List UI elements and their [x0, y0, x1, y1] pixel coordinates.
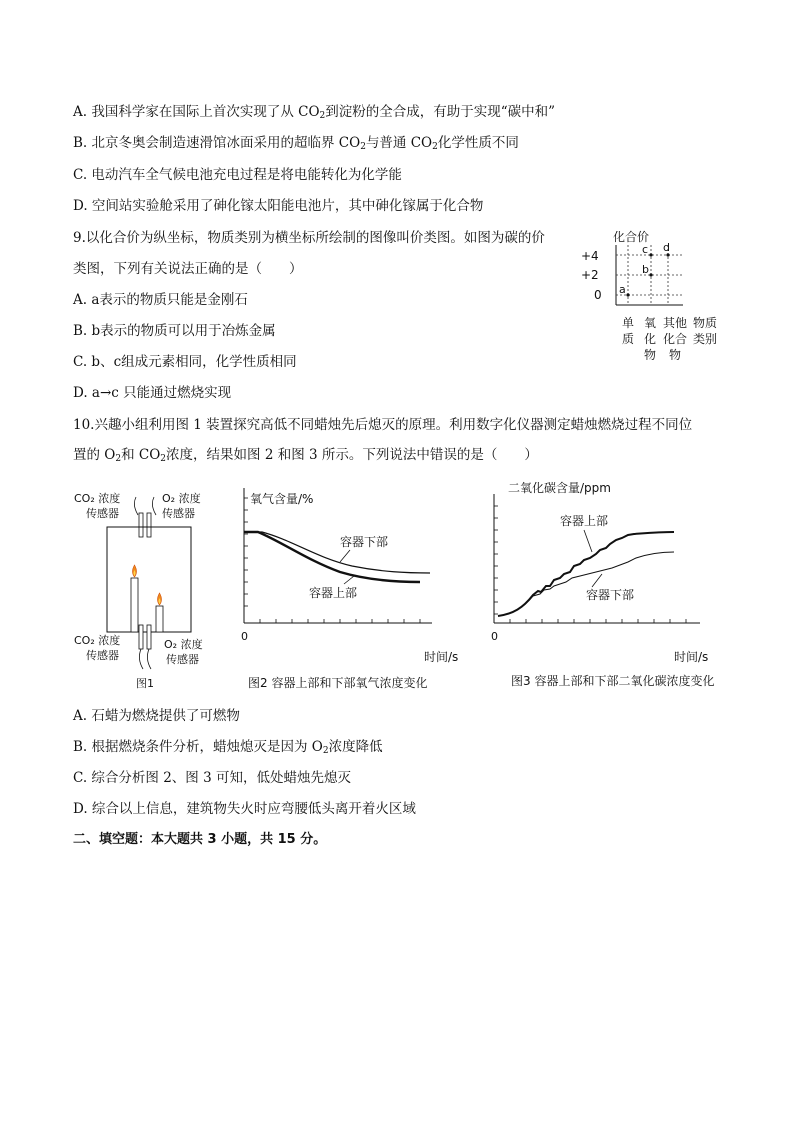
svg-text:传感器: 传感器 [86, 507, 119, 520]
fig3-origin: 0 [491, 630, 498, 643]
q9-x-category-oxide [644, 316, 656, 362]
q8-option-d: D. 空间站实验舱采用了砷化镓太阳能电池片，其中砷化镓属于化合物 [73, 198, 484, 214]
svg-text:c: c [642, 243, 649, 256]
svg-text:类别: 类别 [693, 332, 718, 346]
fig3-label-lower: 容器下部 [586, 588, 635, 602]
q10-fig3-co2-chart [488, 478, 718, 665]
svg-text:氧: 氧 [644, 316, 657, 330]
q9-x-axis-label [693, 315, 717, 346]
fig2-caption: 图2 容器上部和下部氧气浓度变化 [248, 676, 428, 690]
svg-text:传感器: 传感器 [86, 649, 119, 662]
svg-text:物质: 物质 [693, 316, 718, 330]
fig1-bottom-right-o2-sensor: O₂ 浓度 [164, 638, 203, 651]
q10-fig1-apparatus [70, 485, 220, 695]
q10-fig2-oxygen-chart [232, 480, 459, 665]
fig1-top-right-o2-sensor: O₂ 浓度 [162, 492, 201, 505]
q9-stem-line1: 9.以化合价为纵坐标，物质类别为横坐标所绘制的图像叫价类图。如图为碳的价 [73, 230, 545, 246]
q9-option-b: B. b表示的物质可以用于冶炼金属 [73, 323, 276, 339]
q10-option-c: C. 综合分析图 2、图 3 可知，低处蜡烛先熄灭 [73, 770, 351, 786]
q8-option-a: A. 我国科学家在国际上首次实现了从 $CO_2$到淀粉的全合成，有助于实现“碳中和” [73, 104, 556, 121]
fig1-top-left-co2-sensor: CO₂ 浓度 [74, 492, 121, 505]
fig3-label-upper: 容器上部 [560, 514, 609, 528]
svg-text:其他: 其他 [663, 316, 688, 330]
fig2-x-axis-label: 时间/s [424, 650, 459, 664]
q8-option-b: B. 北京冬奥会制造速滑馆冰面采用的超临界 $CO_2$与普通 $CO_2$化学性质不同 [73, 135, 519, 152]
svg-text:物: 物 [669, 348, 682, 362]
svg-text:b: b [642, 263, 649, 276]
q9-x-category-elemental [622, 316, 634, 346]
q9-option-c: C. b、c组成元素相同，化学性质相同 [73, 354, 297, 370]
section-2-heading: 二、填空题：本大题共 3 小题，共 15 分。 [73, 832, 327, 847]
q10-stem-line2: 置的 $O_2$和 $CO_2$浓度，结果如图 2 和图 3 所示。下列说法中错误的是（ ） [73, 447, 538, 464]
svg-text:传感器: 传感器 [162, 507, 195, 520]
svg-text:d: d [663, 241, 670, 254]
q9-option-a: A. a表示的物质只能是金刚石 [73, 292, 248, 308]
fig1-bottom-left-co2-sensor: CO₂ 浓度 [74, 634, 121, 647]
fig3-y-axis-label: 二氧化碳含量/ppm [508, 481, 611, 495]
svg-text:传感器: 传感器 [166, 653, 199, 666]
fig2-origin: 0 [241, 630, 248, 643]
q9-valence-figure [575, 225, 725, 370]
fig3-x-axis-label: 时间/s [674, 650, 709, 664]
fig2-label-lower: 容器下部 [340, 535, 389, 549]
svg-text:化: 化 [644, 332, 657, 346]
fig1-caption: 图1 [136, 677, 154, 690]
q8-option-c: C. 电动汽车全气候电池充电过程是将电能转化为化学能 [73, 167, 402, 183]
fig2-label-upper: 容器上部 [309, 586, 358, 600]
q10-stem-line1: 10.兴趣小组利用图 1 装置探究高低不同蜡烛先后熄灭的原理。利用数字化仪器测定蜡烛燃烧过程不同位 [73, 417, 693, 433]
q9-y-axis-label: 化合价 [613, 230, 650, 244]
q9-point-d [663, 241, 670, 257]
q9-y-tick-plus4: +4 [581, 249, 599, 263]
fig3-series-lower [498, 552, 674, 616]
svg-text:a: a [619, 283, 626, 296]
q9-y-tick-plus2: +2 [581, 268, 599, 282]
svg-text:质: 质 [622, 332, 635, 346]
fig2-series-upper [244, 532, 420, 582]
q9-option-d: D. a→c 只能通过燃烧实现 [73, 385, 232, 401]
q10-option-d: D. 综合以上信息，建筑物失火时应弯腰低头离开着火区域 [73, 801, 416, 817]
fig3-caption: 图3 容器上部和下部二氧化碳浓度变化 [511, 674, 715, 688]
q10-option-a: A. 石蜡为燃烧提供了可燃物 [73, 708, 240, 724]
svg-text:化合: 化合 [663, 332, 688, 346]
q9-y-tick-zero: 0 [594, 288, 602, 302]
svg-text:单: 单 [622, 316, 635, 330]
svg-text:物: 物 [644, 348, 657, 362]
tall-candle [131, 578, 138, 632]
q9-x-category-other-compound [663, 315, 687, 362]
short-candle [156, 606, 163, 632]
fig2-y-axis-label: 氧气含量/% [250, 492, 314, 506]
q10-option-b: B. 根据燃烧条件分析，蜡烛熄灭是因为 $O_2$浓度降低 [73, 739, 383, 756]
q9-stem-line2: 类图，下列有关说法正确的是（ ） [73, 261, 303, 277]
